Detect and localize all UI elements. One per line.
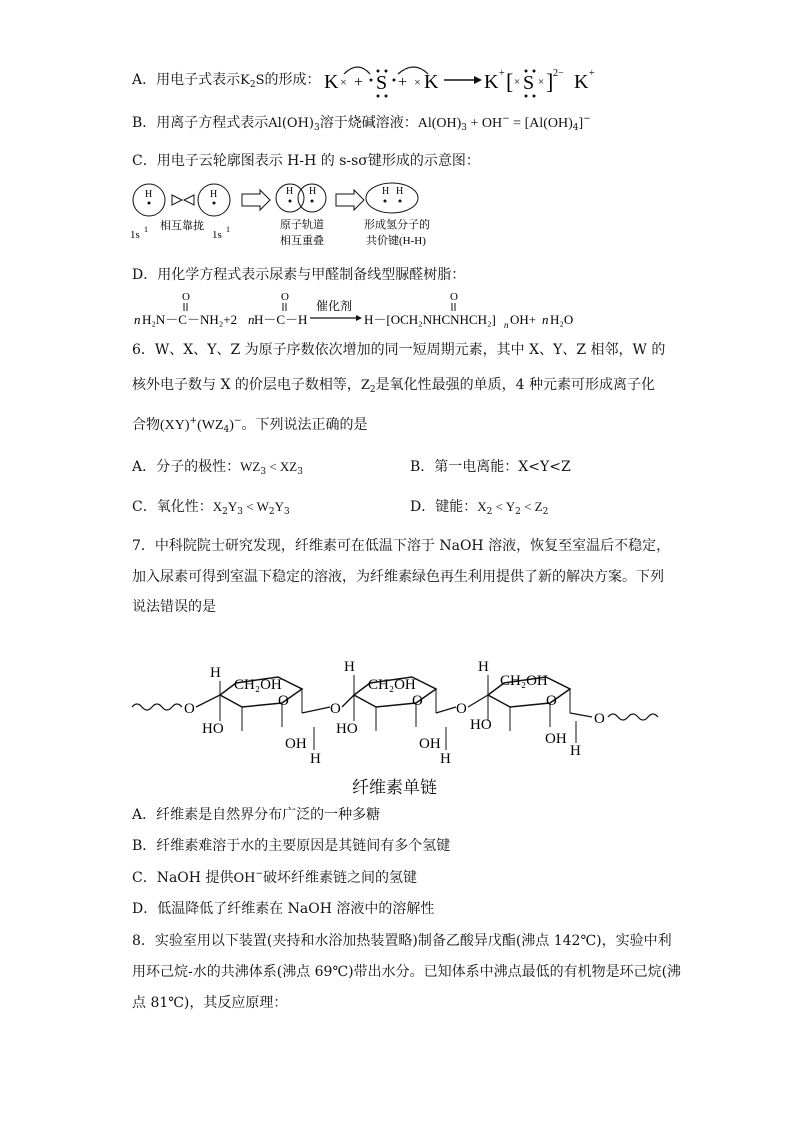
o-ring: O: [278, 693, 289, 709]
ho: HO: [470, 717, 492, 733]
sup: +: [189, 416, 198, 426]
f: < Z: [520, 499, 543, 514]
q6-option-d: [410, 497, 548, 517]
q6-option-b: B．第一电离能：X<Y<Z: [410, 459, 571, 475]
option-b: B．用离子方程式表示$Al(OH)_3$溶于烧碱溶液：$Al(OH)_3 + OH^- = [Al(OH)_4]^-$: [132, 114, 591, 133]
h: H: [344, 659, 355, 675]
sub-n: n: [504, 320, 509, 330]
svg-text:×: ×: [514, 76, 521, 88]
sub: 3: [260, 467, 267, 477]
f: < XZ: [266, 459, 298, 474]
z: Z: [360, 378, 370, 393]
option-b-suffix: 溶于烧碱溶液：: [319, 115, 418, 131]
electron-formula-k2s: [320, 52, 610, 102]
q7-line1: 7．中科院院士研究发现，纤维素可在低温下溶于 NaOH 溶液，恢复至室温后不稳定，: [132, 538, 671, 554]
urea-resin-equation: [130, 288, 590, 332]
o-link: O: [456, 701, 467, 717]
coeff-2n: n: [248, 312, 255, 327]
glucose-ring-3: [456, 659, 605, 759]
option-b-prefix: B．用离子方程式表示: [132, 115, 269, 131]
paren: ): [229, 418, 234, 433]
h-overlap-1: H: [286, 186, 294, 197]
superscript: −: [583, 114, 591, 124]
h: H: [570, 743, 581, 759]
sub: 3: [283, 507, 290, 517]
q6-options-c: [132, 497, 290, 517]
sub: 2: [486, 507, 493, 517]
k-ion-left: K: [484, 71, 499, 93]
h: H: [440, 751, 451, 767]
c-post: 破坏纤维素链之间的氢键: [263, 870, 417, 886]
k-ion-charge-2: +: [589, 68, 595, 79]
eq-mid: + OH: [467, 116, 503, 131]
h-atom-2: H: [210, 189, 218, 200]
q7-option-d: D．低温降低了纤维素在 NaOH 溶液中的溶解性: [132, 901, 435, 917]
svg-text:×: ×: [340, 75, 347, 89]
eq-left: Al(OH): [417, 116, 462, 131]
q8-line3: 点 81℃)，其反应原理：: [132, 995, 288, 1011]
sub: 2: [515, 507, 521, 517]
h: H: [210, 665, 221, 681]
svg-text:]: ]: [546, 69, 554, 94]
o-end: O: [594, 711, 605, 727]
formaldehyde: H－C－H: [254, 312, 308, 327]
h: H: [478, 659, 489, 675]
o-link: O: [184, 701, 195, 717]
f: < W: [242, 499, 269, 514]
q7-option-c: [132, 868, 417, 889]
formula-s: S: [255, 73, 265, 88]
oh: OH: [545, 731, 567, 747]
subscript: 3: [461, 123, 467, 133]
oh: OH: [285, 736, 307, 752]
option-d: D．用化学方程式表示尿素与甲醛制备线型脲醛树脂：: [132, 267, 466, 283]
formula-k: K: [240, 73, 250, 88]
h-atom-1: H: [145, 189, 153, 200]
s-center: S: [376, 72, 388, 94]
o-link: O: [330, 701, 341, 717]
wz-ion: (WZ: [197, 418, 224, 433]
sup: −: [233, 416, 242, 426]
q7-line2: 加入尿素可得到室温下稳定的溶液，为纤维素绿色再生利用提供了新的解决方案。下列: [132, 569, 664, 585]
label-form-1: 形成氢分子的: [364, 219, 430, 231]
resin: H－[OCH₂NHCNHCH₂]: [364, 312, 496, 327]
option-a-suffix: 的形成：: [264, 72, 321, 88]
subscript: 3: [313, 123, 320, 133]
h: H: [310, 751, 321, 767]
h-molecule-2: H: [396, 186, 404, 197]
label-1s-right: 1s: [212, 229, 222, 241]
q7-option-a: A．纤维素是自然界分布广泛的一种多糖: [132, 807, 381, 823]
coeff-n: n: [134, 312, 141, 327]
q7-line3: 说法错误的是: [132, 599, 216, 615]
svg-text:×: ×: [538, 76, 545, 88]
ch2oh: CH₂OH: [500, 673, 548, 689]
q8-line2: 用环己烷-水的共沸体系(沸点 69℃)带出水分。已知体系中沸点最低的有机物是环己烷(沸: [132, 964, 682, 980]
o-hcho: O: [281, 291, 289, 303]
q6-option-c: C．氧化性：: [132, 499, 213, 515]
sub: 3: [297, 467, 303, 477]
f: X: [477, 499, 487, 514]
ho: HO: [202, 721, 224, 737]
sup: 1: [144, 225, 148, 234]
k-ion-right: K: [574, 71, 589, 93]
eq-right: Al(OH): [529, 116, 573, 131]
q6-line3: [132, 415, 367, 436]
o-urea: O: [182, 291, 190, 303]
k-left: K: [324, 71, 339, 93]
o-ring: O: [412, 693, 423, 709]
oh: OH: [233, 871, 256, 886]
sub: 2: [222, 507, 228, 517]
q6-text-b: 是氧化性最强的单质，4 种元素可形成离子化: [375, 377, 656, 393]
sub: 2: [369, 385, 376, 395]
al: Al: [268, 116, 282, 131]
k-right: K: [424, 71, 439, 93]
q7-option-b: B．纤维素难溶于水的主要原因是其链间有多个氢键: [132, 838, 451, 854]
xy-ion: (XY): [160, 418, 190, 433]
oh: OH: [419, 736, 441, 752]
q6-text-a: 核外电子数与 X 的价层电子数相等，: [132, 377, 361, 393]
sub: 2: [542, 507, 549, 517]
sup: 1: [226, 225, 230, 234]
f: < Y: [492, 499, 516, 514]
q6-option-a: A．分子的极性：: [132, 459, 241, 475]
catalyst: 催化剂: [316, 299, 353, 313]
svg-text:+: +: [354, 74, 364, 91]
c-pre: C．NaOH 提供: [132, 870, 234, 886]
s-ion-charge: 2−: [553, 68, 564, 79]
sub: 4: [223, 425, 230, 435]
h-overlap-2: H: [309, 186, 317, 197]
subscript: 2: [249, 80, 256, 90]
label-overlap-2: 相互重叠: [280, 235, 324, 247]
water: H₂O: [550, 312, 574, 327]
label-approach: 相互靠拢: [160, 220, 204, 232]
s-ion: S: [523, 72, 535, 94]
option-a: [132, 70, 320, 91]
label-overlap-1: 原子轨道: [280, 219, 324, 231]
option-c: C．用电子云轮廓图表示 H-H 的 s-sσ键形成的示意图：: [132, 153, 480, 169]
o-product: O: [450, 291, 458, 303]
q8-line1: 8．实验室用以下装置(夹持和水浴加热装置略)制备乙酸异戊酯(沸点 142℃)，实验中利: [132, 933, 672, 949]
eq-eq: =: [509, 116, 525, 131]
electron-cloud-diagram: [130, 180, 460, 252]
sub: 2: [268, 507, 275, 517]
oh-tail: OH+: [510, 312, 537, 327]
q6-options-ab: [132, 457, 303, 477]
glucose-ring-1: [184, 665, 330, 767]
option-a-prefix: A．用电子式表示: [132, 72, 241, 88]
q6-text-c: 合物: [132, 417, 160, 433]
label-form-2: 共价键(H-H): [366, 235, 426, 247]
o-ring: O: [546, 693, 557, 709]
sup: −: [255, 869, 263, 879]
subscript: 4: [572, 123, 579, 133]
ch2oh: CH₂OH: [234, 677, 282, 693]
f: WZ: [240, 459, 261, 474]
f: Y: [227, 499, 238, 514]
svg-text:+: +: [398, 74, 408, 91]
svg-text:×: ×: [414, 75, 421, 89]
d-pre: D．键能：: [410, 499, 478, 515]
ch2oh: CH₂OH: [368, 677, 416, 693]
f: X: [212, 499, 223, 514]
q6-text-d: 。下列说法正确的是: [241, 417, 368, 433]
oh: (OH): [281, 116, 314, 131]
sub: 3: [237, 507, 243, 517]
glucose-ring-2: [330, 659, 456, 767]
q6-line2: [132, 375, 655, 396]
ho: HO: [336, 721, 358, 737]
label-1s-left: 1s: [130, 229, 140, 241]
f: Y: [274, 499, 284, 514]
urea: H₂N－C－NH₂+2: [142, 312, 238, 327]
q6-line1: 6．W、X、Y、Z 为原子序数依次增加的同一短周期元素，其中 X、Y、Z 相邻，W 的: [132, 342, 666, 358]
superscript: −: [502, 114, 510, 124]
coeff-n-water: n: [542, 312, 549, 327]
k-ion-charge: +: [499, 68, 505, 79]
h-molecule-1: H: [382, 186, 390, 197]
svg-text:[: [: [506, 69, 514, 94]
cellulose-caption: 纤维素单链: [352, 778, 437, 798]
